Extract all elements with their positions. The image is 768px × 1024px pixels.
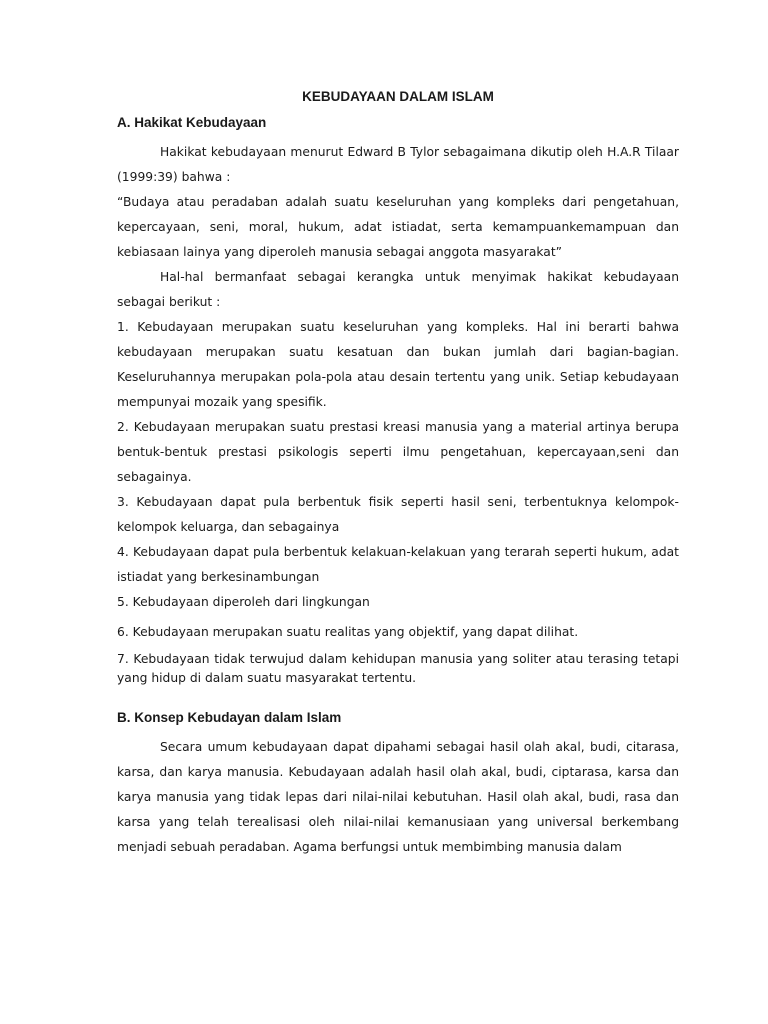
list-item-5: 5. Kebudayaan diperoleh dari lingkungan bbox=[117, 595, 370, 609]
section-b-paragraph: Secara umum kebudayaan dapat dipahami sebagai hasil olah akal, budi, citarasa, karsa, dan karya manusia. Kebudayaan adalah hasil olah akal, budi, ciptarasa, karsa dan karya manusia yang tidak lepas dari nilai-nilai kebutuhan. Hasil olah akal, budi, rasa dan karsa yang telah terealisasi oleh nilai-nilai kemanusiaan yang universal berkembang menjadi sebuah peradaban. Agama berfungsi untuk membimbing manusia dalam bbox=[117, 740, 679, 854]
section-a-heading: A. Hakikat Kebudayaan bbox=[117, 115, 267, 130]
document-body bbox=[117, 88, 679, 860]
section-a-intro: Hakikat kebudayaan menurut Edward B Tylor sebagaimana dikutip oleh H.A.R Tilaar (1999:39) bahwa : bbox=[117, 145, 679, 184]
spacer bbox=[117, 687, 679, 709]
section-b-heading: B. Konsep Kebudayan dalam Islam bbox=[117, 710, 342, 725]
list-item-3: 3. Kebudayaan dapat pula berbentuk fisik seperti hasil seni, terbentuknya kelompok-kelompok keluarga, dan sebagainya bbox=[117, 495, 679, 534]
list-item-1: 1. Kebudayaan merupakan suatu keseluruhan yang kompleks. Hal ini berarti bahwa kebudayaan merupakan suatu kesatuan dan bukan jumlah dari bagian-bagian. Keseluruhannya merupakan pola-pola atau desain tertentu yang unik. Setiap kebudayaan mempunyai mozaik yang spesifik. bbox=[117, 320, 679, 409]
section-a-quote: “Budaya atau peradaban adalah suatu keseluruhan yang kompleks dari pengetahuan, kepercayaan, seni, moral, hukum, adat istiadat, serta kemampuankemampuan dan kebiasaan lainya yang diperoleh manusia sebagai anggota masyarakat” bbox=[117, 195, 679, 259]
list-item-6: 6. Kebudayaan merupakan suatu realitas yang objektif, yang dapat dilihat. bbox=[117, 625, 579, 639]
list-item-2: 2. Kebudayaan merupakan suatu prestasi kreasi manusia yang a material artinya berupa bentuk-bentuk prestasi psikologis seperti ilmu pengetahuan, kepercayaan,seni dan sebagainya. bbox=[117, 420, 679, 484]
section-a-framework: Hal-hal bermanfaat sebagai kerangka untuk menyimak hakikat kebudayaan sebagai berikut : bbox=[117, 270, 679, 309]
list-item-7: 7. Kebudayaan tidak terwujud dalam kehidupan manusia yang soliter atau terasing tetapi yang hidup di dalam suatu masyarakat tertentu. bbox=[117, 652, 679, 685]
document-title: KEBUDAYAAN DALAM ISLAM bbox=[302, 89, 494, 104]
list-item-4: 4. Kebudayaan dapat pula berbentuk kelakuan-kelakuan yang terarah seperti hukum, adat istiadat yang berkesinambungan bbox=[117, 545, 679, 584]
